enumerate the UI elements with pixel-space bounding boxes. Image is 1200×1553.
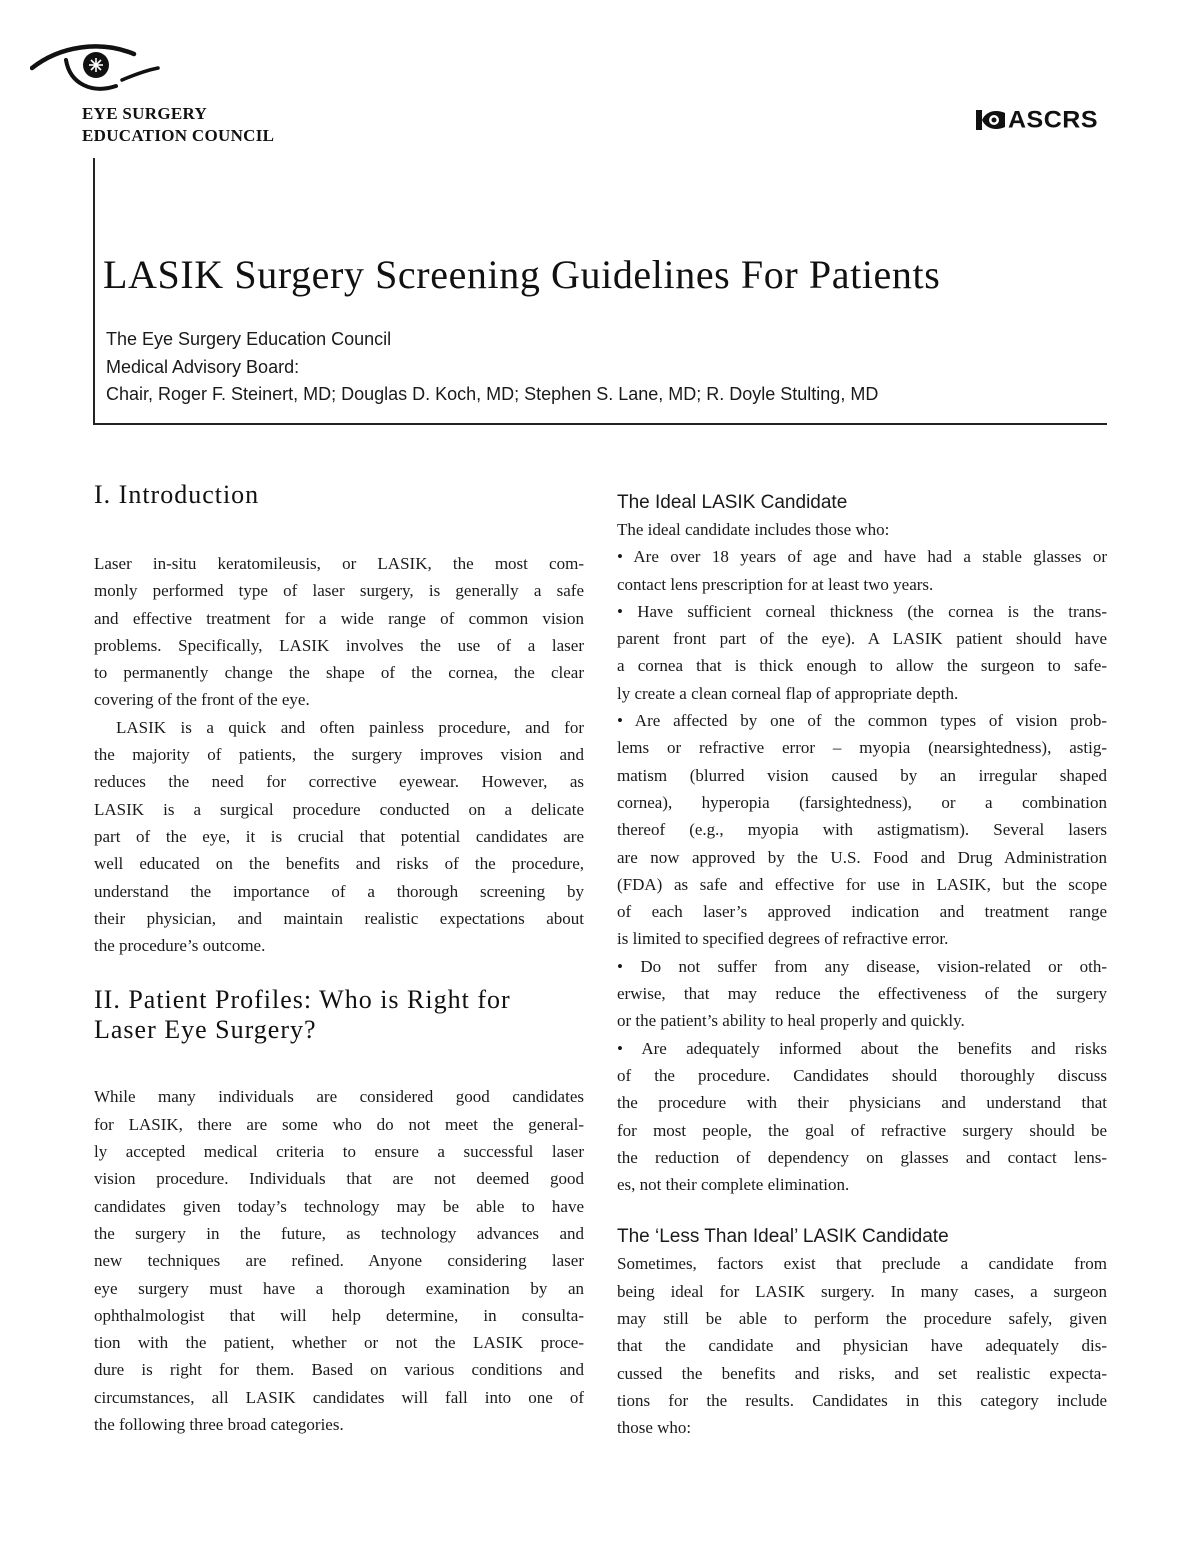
body-line: circumstances, all LASIK candidates will fall into one of: [94, 1387, 584, 1407]
bullet-line: • Have sufficient corneal thickness (the cornea is the trans-: [617, 601, 1107, 621]
body-line: The ideal candidate includes those who:: [617, 520, 890, 539]
body-line: tion with the patient, whether or not the LASIK proce-: [94, 1333, 584, 1353]
title-frame-left-rule: [93, 158, 95, 425]
body-line: the procedure with their physicians and understand that: [617, 1093, 1107, 1113]
body-line: the reduction of dependency on glasses and contact lens-: [617, 1147, 1107, 1167]
body-line: their physician, and maintain realistic expectations about: [94, 908, 584, 928]
body-line: the surgery in the future, as technology advances and: [94, 1223, 584, 1243]
organization-name: [82, 103, 274, 147]
body-line: While many individuals are considered good candidates: [94, 1087, 584, 1107]
ideal-candidate-body: [617, 516, 1107, 1198]
ascrs-logo-text: ASCRS: [1008, 106, 1099, 133]
patient-profiles-body: [94, 1083, 584, 1438]
body-line: parent front part of the eye). A LASIK patient should have: [617, 629, 1107, 649]
bullet-line: • Do not suffer from any disease, vision-related or oth-: [617, 956, 1107, 976]
bullet-line: • Are affected by one of the common types of vision prob-: [617, 711, 1107, 731]
patient-profiles-heading: [94, 985, 584, 1045]
body-line: being ideal for LASIK surgery. In many cases, a surgeon: [617, 1281, 1107, 1301]
body-line: reduces the need for corrective eyewear. However, as: [94, 772, 584, 792]
introduction-heading: I. Introduction: [94, 480, 260, 509]
bullet-line: • Are over 18 years of age and have had a stable glasses or: [617, 547, 1107, 567]
body-line: tions for the results. Candidates in this category include: [617, 1390, 1107, 1410]
left-column: [94, 480, 584, 1438]
body-line: the following three broad categories.: [94, 1415, 344, 1435]
body-line: a cornea that is thick enough to allow the surgeon to safe-: [617, 656, 1107, 676]
body-line: those who:: [617, 1418, 692, 1438]
body-line: ophthalmologist that will help determine, in consulta-: [94, 1305, 584, 1325]
body-line: of each laser’s approved indication and treatment range: [617, 902, 1107, 922]
advisory-board-line1: The Eye Surgery Education Council: [106, 329, 392, 349]
body-line: matism (blurred vision caused by an irregular shaped: [617, 765, 1107, 785]
advisory-board-line2: Medical Advisory Board:: [106, 356, 300, 377]
advisory-board: [106, 326, 878, 409]
body-line: contact lens prescription for at least two years.: [617, 574, 934, 594]
title-frame-bottom-rule: [93, 423, 1107, 425]
body-line: eye surgery must have a thorough examination by an: [94, 1278, 584, 1298]
ascrs-logo: [974, 106, 1098, 134]
body-line: the majority of patients, the surgery improves vision and: [94, 745, 584, 765]
less-than-ideal-heading: The ‘Less Than Ideal’ LASIK Candidate: [617, 1226, 949, 1248]
body-line: and effective treatment for a wide range of common vision: [94, 608, 584, 628]
body-line: Laser in-situ keratomileusis, or LASIK, the most com-: [94, 554, 584, 573]
body-line: for LASIK, there are some who do not meet the general-: [94, 1114, 584, 1134]
introduction-body: [94, 550, 584, 959]
eye-logo-icon: [30, 40, 162, 96]
body-line: Sometimes, factors exist that preclude a candidate from: [617, 1254, 1107, 1274]
body-line: or the patient’s ability to heal properly and quickly.: [617, 1011, 965, 1031]
body-line: ly accepted medical criteria to ensure a successful laser: [94, 1142, 584, 1162]
body-line: for most people, the goal of refractive surgery should be: [617, 1120, 1107, 1140]
body-line: the procedure’s outcome.: [94, 936, 266, 956]
body-line: cussed the benefits and risks, and set realistic expecta-: [617, 1363, 1107, 1383]
body-line: may still be able to perform the procedure safely, given: [617, 1309, 1107, 1329]
body-line: that the candidate and physician have adequately dis-: [617, 1336, 1107, 1356]
organization-name-line1: EYE SURGERY: [82, 104, 208, 123]
right-column: [617, 490, 1107, 1442]
body-line: part of the eye, it is crucial that potential candidates are: [94, 826, 584, 846]
ascrs-eye-mark-icon: [974, 107, 1006, 133]
body-line: erwise, that may reduce the effectiveness of the surgery: [617, 984, 1107, 1004]
body-line: es, not their complete elimination.: [617, 1175, 850, 1195]
body-line: covering of the front of the eye.: [94, 690, 310, 710]
patient-profiles-heading-line1: II. Patient Profiles: Who is Right for: [94, 985, 511, 1015]
body-line: well educated on the benefits and risks of the procedure,: [94, 854, 584, 874]
body-line: (FDA) as safe and effective for use in LASIK, but the scope: [617, 874, 1107, 894]
body-line: vision procedure. Individuals that are not deemed good: [94, 1169, 584, 1189]
document-title: LASIK Surgery Screening Guidelines For Patients: [103, 252, 941, 297]
less-than-ideal-body: [617, 1250, 1107, 1441]
body-line: problems. Specifically, LASIK involves the use of a laser: [94, 635, 584, 655]
ideal-candidate-heading: The Ideal LASIK Candidate: [617, 492, 848, 513]
body-line: new techniques are refined. Anyone considering laser: [94, 1251, 584, 1271]
bullet-line: • Are adequately informed about the benefits and risks: [617, 1038, 1107, 1058]
advisory-board-members: Chair, Roger F. Steinert, MD; Douglas D. Koch, MD; Stephen S. Lane, MD; R. Doyle Stulting, MD: [106, 384, 879, 404]
body-line: is limited to specified degrees of refractive error.: [617, 929, 949, 949]
body-line: ly create a clean corneal flap of appropriate depth.: [617, 683, 959, 703]
patient-profiles-heading-line2: Laser Eye Surgery?: [94, 1015, 317, 1045]
body-line: monly performed type of laser surgery, is generally a safe: [94, 581, 584, 601]
body-line: to permanently change the shape of the cornea, the clear: [94, 663, 584, 683]
body-line: LASIK is a surgical procedure conducted on a delicate: [94, 799, 584, 819]
body-line: of the procedure. Candidates should thoroughly discuss: [617, 1065, 1107, 1085]
body-line: dure is right for them. Based on various conditions and: [94, 1360, 584, 1380]
body-line: are now approved by the U.S. Food and Drug Administration: [617, 847, 1107, 867]
body-line: LASIK is a quick and often painless procedure, and for: [116, 717, 584, 737]
body-line: thereof (e.g., myopia with astigmatism). Several lasers: [617, 820, 1107, 840]
body-line: candidates given today’s technology may be able to have: [94, 1196, 584, 1216]
body-line: lems or refractive error – myopia (nearsightedness), astig-: [617, 738, 1107, 758]
organization-name-line2: EDUCATION COUNCIL: [82, 126, 275, 145]
body-line: cornea), hyperopia (farsightedness), or a combination: [617, 792, 1107, 812]
body-line: understand the importance of a thorough screening by: [94, 881, 584, 901]
